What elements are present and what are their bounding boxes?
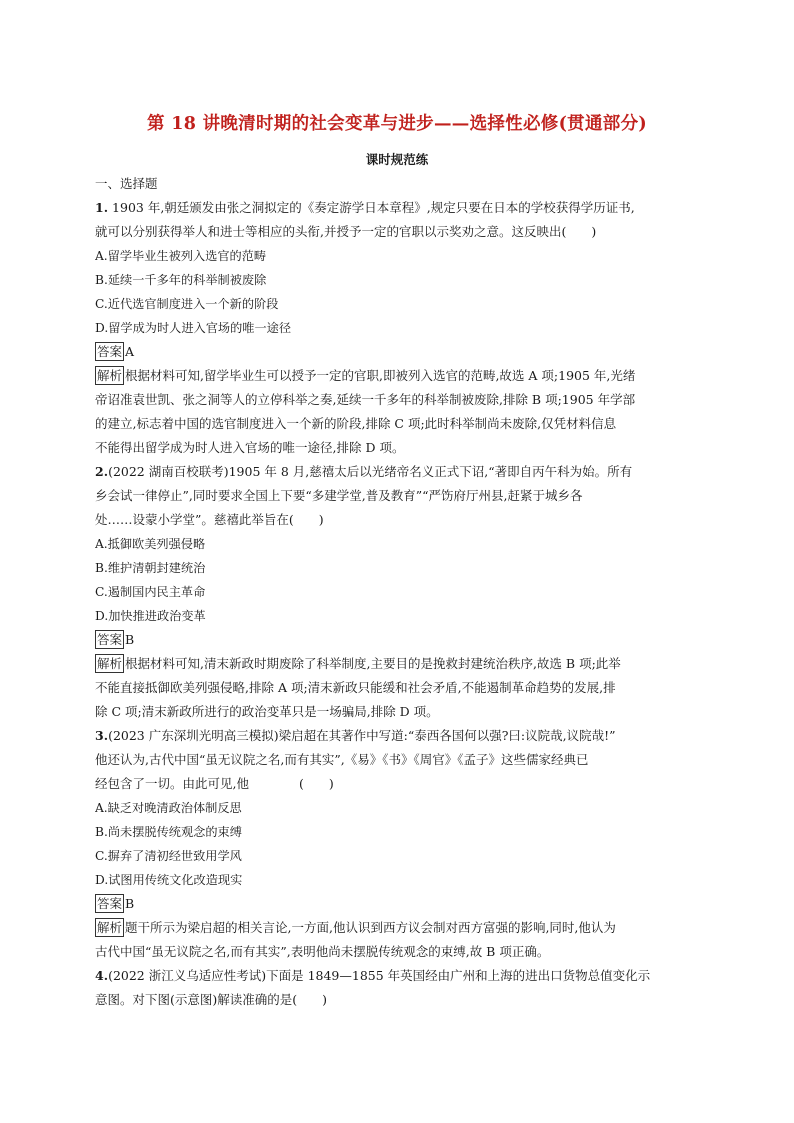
answer-row <box>95 628 707 652</box>
question-stem-line: 乡会试一律停止”,同时要求全国上下要“多建学堂,普及教育”“严饬府厅州县,赶紧于城乡各 <box>95 488 583 503</box>
analysis-line: 不能直接抵御欧美列强侵略,排除 A 项;清末新政只能缓和社会矛盾,不能遏制革命趋势的发展,排 <box>95 680 616 695</box>
question-number: 3. <box>95 728 109 743</box>
option-a: A.留学毕业生被列入选官的范畴 <box>95 249 267 263</box>
question-2 <box>95 460 707 724</box>
answer-tag: 答案 <box>97 632 123 647</box>
question-1 <box>95 196 707 460</box>
question-stem-line: 经包含了一切。由此可见,他 ( ) <box>95 776 334 791</box>
question-stem-line: 意图。对下图(示意图)解读准确的是( ) <box>95 992 328 1007</box>
answer-row <box>95 340 707 364</box>
content <box>95 172 707 1012</box>
analysis-line: 除 C 项;清末新政所进行的政治变革只是一场骗局,排除 D 项。 <box>95 704 439 719</box>
analysis-row <box>95 916 707 940</box>
option-d: D.加快推进政治变革 <box>95 609 206 623</box>
answer-value: A <box>125 344 135 359</box>
answer-value: B <box>125 632 135 647</box>
analysis-line: 帝诏准袁世凯、张之洞等人的立停科举之奏,延续一千多年的科举制被废除,排除 B 项;1905 年学部 <box>95 392 636 407</box>
question-4 <box>95 964 707 1012</box>
option-d: D.留学成为时人进入官场的唯一途径 <box>95 321 292 335</box>
question-number: 1. <box>95 200 109 215</box>
question-stem-line: 就可以分别获得举人和进士等相应的头衔,并授予一定的官职以示奖劝之意。这反映出( ) <box>95 224 597 239</box>
question-stem-line: (2023 广东深圳光明高三模拟)梁启超在其著作中写道:“泰西各国何以强?曰:议院哉,议院哉!” <box>108 728 616 743</box>
question-stem-line: 处……设蒙小学堂”。慈禧此举旨在( ) <box>95 512 324 527</box>
analysis-row <box>95 364 707 388</box>
analysis-line: 根据材料可知,清末新政时期废除了科举制度,主要目的是挽救封建统治秩序,故选 B 项;此举 <box>125 656 621 671</box>
question-number: 2. <box>95 464 109 479</box>
option-c: C.摒弃了清初经世致用学风 <box>95 849 242 863</box>
question-3 <box>95 724 707 964</box>
question-stem-line: (2022 浙江义乌适应性考试)下面是 1849—1855 年英国经由广州和上海的进出口货物总值变化示 <box>108 968 651 983</box>
page-subtitle: 课时规范练 <box>365 152 429 167</box>
analysis-tag: 解析 <box>97 368 123 383</box>
option-b: B.维护清朝封建统治 <box>95 561 206 575</box>
analysis-line: 不能得出留学成为时人进入官场的唯一途径,排除 D 项。 <box>95 440 405 455</box>
analysis-line: 的建立,标志着中国的选官制度进入一个新的阶段,排除 C 项;此时科举制尚未废除,仅凭材料信息 <box>95 416 617 431</box>
answer-row <box>95 892 707 916</box>
analysis-line: 题干所示为梁启超的相关言论,一方面,他认识到西方议会制对西方富强的影响,同时,他认为 <box>125 920 616 935</box>
option-b: B.尚未摆脱传统观念的束缚 <box>95 825 242 839</box>
option-c: C.遏制国内民主革命 <box>95 585 206 599</box>
analysis-tag: 解析 <box>97 920 123 935</box>
option-d: D.试图用传统文化改造现实 <box>95 873 243 887</box>
option-b: B.延续一千多年的科举制被废除 <box>95 273 267 287</box>
option-a: A.抵御欧美列强侵略 <box>95 537 206 551</box>
answer-tag: 答案 <box>97 896 123 911</box>
analysis-line: 根据材料可知,留学毕业生可以授予一定的官职,即被列入选官的范畴,故选 A 项;1905 年,光绪 <box>125 368 636 383</box>
question-stem-line: 他还认为,古代中国“虽无议院之名,而有其实”,《易》《书》《周官》《孟子》这些儒家经典已 <box>95 752 589 767</box>
option-c: C.近代选官制度进入一个新的阶段 <box>95 297 279 311</box>
answer-value: B <box>125 896 135 911</box>
page-title: 第 18 讲晚清时期的社会变革与进步——选择性必修(贯通部分) <box>147 114 647 134</box>
section-heading: 一、选择题 <box>95 176 158 191</box>
question-number: 4. <box>95 968 109 983</box>
answer-tag: 答案 <box>97 344 123 359</box>
analysis-line: 古代中国“虽无议院之名,而有其实”,表明他尚未摆脱传统观念的束缚,故 B 项正确。 <box>95 944 550 959</box>
question-stem-line: (2022 湖南百校联考)1905 年 8 月,慈禧太后以光绪帝名义正式下诏,“著即自丙午科为始。所有 <box>108 464 633 479</box>
analysis-tag: 解析 <box>97 656 123 671</box>
option-a: A.缺乏对晚清政治体制反思 <box>95 801 242 815</box>
question-stem-line: 1903 年,朝廷颁发由张之洞拟定的《奏定游学日本章程》,规定只要在日本的学校获得学历证书, <box>108 200 635 215</box>
analysis-row <box>95 652 707 676</box>
